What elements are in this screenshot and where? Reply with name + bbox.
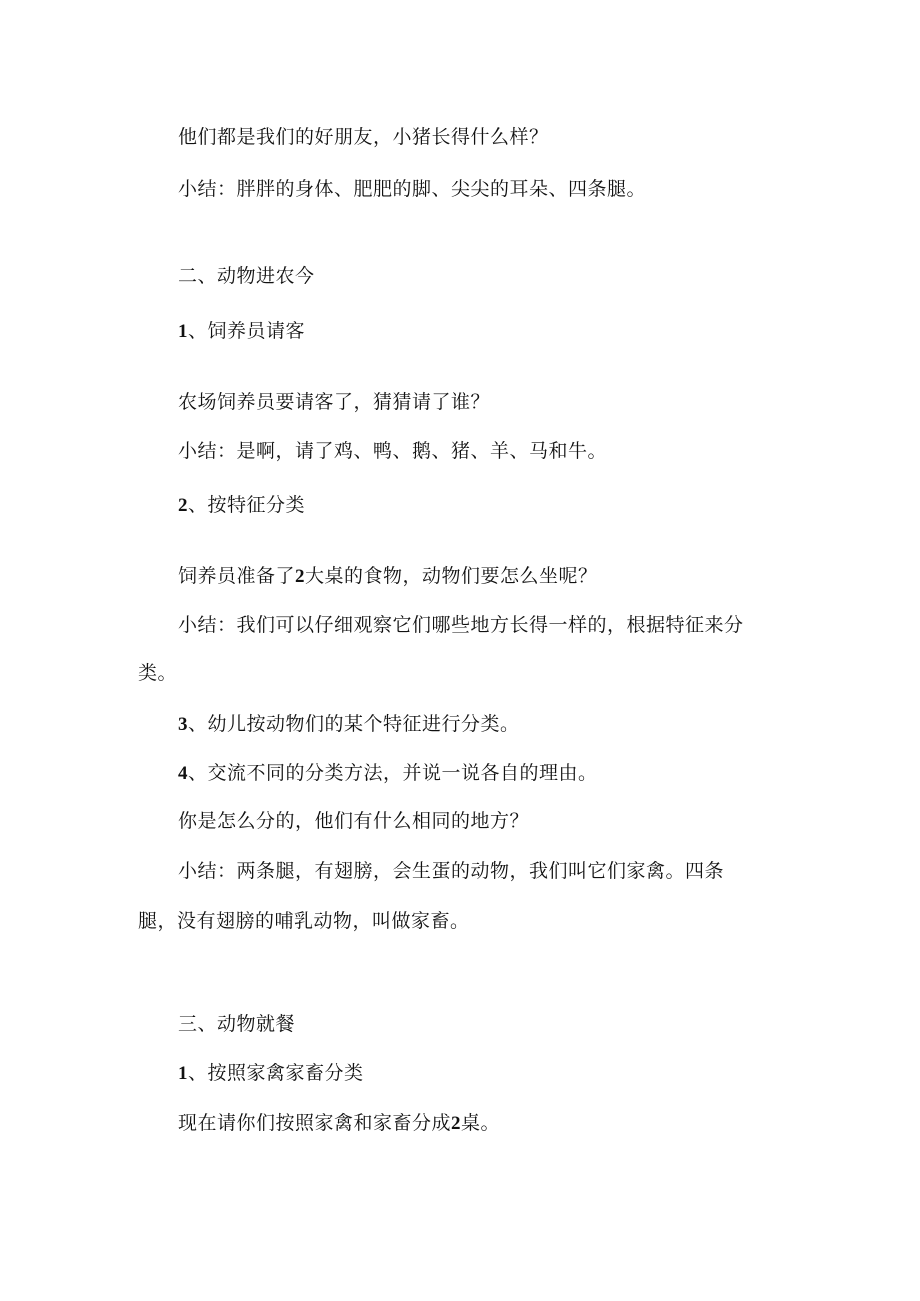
paragraph-summary-pig [178, 176, 646, 202]
subheading-classify-poultry-livestock [178, 1060, 364, 1087]
paragraph-how-classified [178, 808, 529, 834]
paragraph-summary-poultry [178, 858, 724, 884]
subheading-text: 、按特征分类 [188, 494, 306, 516]
paragraph-guess-who [178, 389, 490, 415]
list-item-3 [178, 711, 520, 738]
paragraph-text: 饲养员准备了 [178, 565, 296, 587]
list-number: 1 [178, 1063, 188, 1084]
section-heading-2 [178, 263, 315, 289]
paragraph-text: 小结：我们可以仔细观察它们哪些地方长得一样的，根据特征来分 [178, 614, 744, 636]
paragraph-two-tables [178, 563, 598, 590]
subheading-classify-features [178, 492, 305, 519]
paragraph-text: 现在请你们按照家禽和家畜分成 [178, 1112, 452, 1134]
list-number: 4 [178, 763, 188, 784]
list-item-4 [178, 760, 598, 787]
list-item-text: 、幼儿按动物们的某个特征进行分类。 [188, 713, 520, 735]
subheading-text: 、按照家禽家畜分类 [188, 1062, 364, 1084]
list-number: 2 [178, 495, 188, 516]
paragraph-summary-animals [178, 438, 607, 464]
section-heading-3 [178, 1011, 295, 1037]
paragraph-text: 小结：两条腿，有翅膀，会生蛋的动物，我们叫它们家禽。四条 [178, 860, 725, 882]
paragraph-text: 你是怎么分的，他们有什么相同的地方？ [178, 810, 530, 832]
inline-number: 2 [295, 566, 306, 587]
list-number: 3 [178, 714, 188, 735]
paragraph-split-tables [178, 1110, 500, 1137]
paragraph-text: 大桌的食物，动物们要怎么坐呢？ [305, 565, 598, 587]
paragraph-summary-observe [178, 612, 744, 638]
paragraph-text: 农场饲养员要请客了，猜猜请了谁？ [178, 391, 491, 413]
subheading-keeper-invite [178, 318, 305, 345]
heading-text: 二、动物进农今 [178, 265, 315, 287]
subheading-text: 、饲养员请客 [188, 320, 306, 342]
paragraph-text: 腿，没有翅膀的哺乳动物，叫做家畜。 [138, 910, 470, 932]
paragraph-summary-poultry-continued [138, 908, 470, 934]
paragraph-friends-question [178, 124, 549, 150]
paragraph-text: 小结：是啊，请了鸡、鸭、鹅、猪、羊、马和牛。 [178, 440, 608, 462]
paragraph-text: 小结：胖胖的身体、肥肥的脚、尖尖的耳朵、四条腿。 [178, 178, 647, 200]
inline-number: 2 [451, 1113, 462, 1134]
paragraph-text: 类。 [138, 662, 178, 684]
paragraph-summary-observe-continued [138, 660, 177, 686]
list-item-text: 、交流不同的分类方法，并说一说各自的理由。 [188, 762, 598, 784]
paragraph-text: 桌。 [461, 1112, 501, 1134]
list-number: 1 [178, 321, 188, 342]
paragraph-text: 他们都是我们的好朋友，小猪长得什么样？ [178, 126, 549, 148]
heading-text: 三、动物就餐 [178, 1013, 296, 1035]
